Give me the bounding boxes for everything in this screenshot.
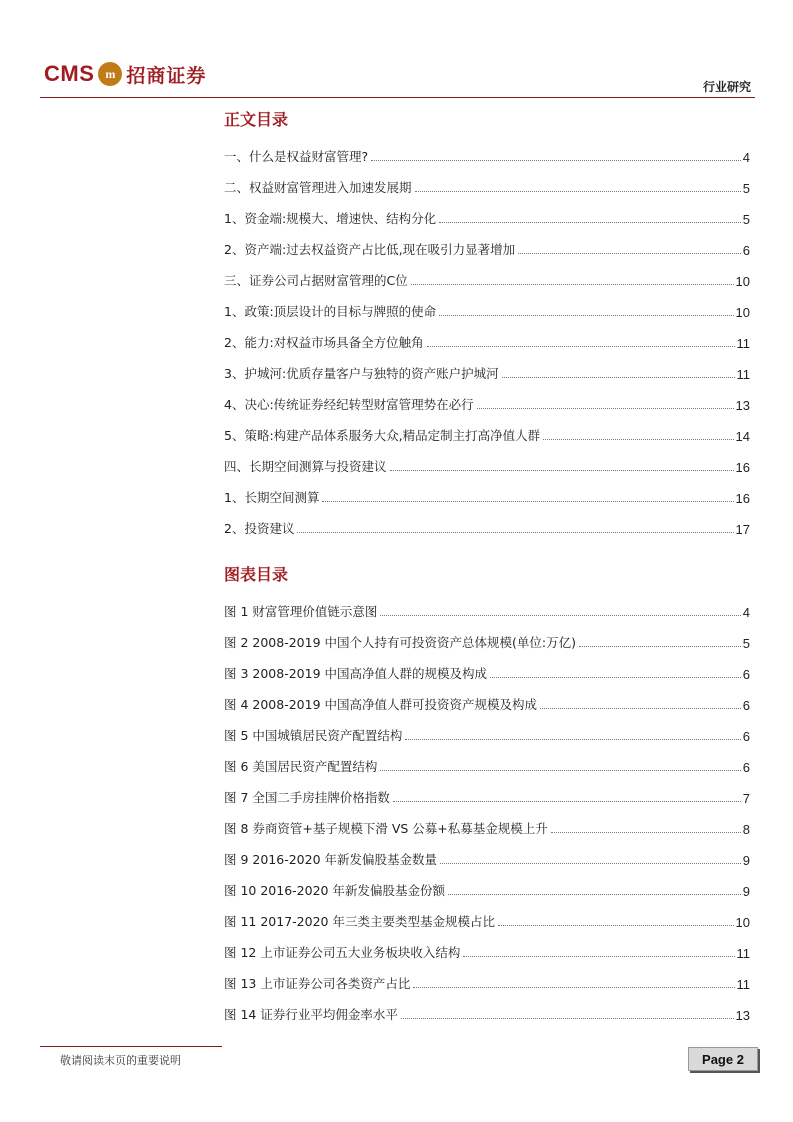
dot-leader bbox=[448, 894, 741, 895]
dot-leader bbox=[498, 925, 734, 926]
toc-entry-label: 5、策略:构建产品体系服务大众,精品定制主打高净值人群 bbox=[224, 428, 541, 443]
toc-entry-page: 11 bbox=[736, 336, 750, 351]
figure-entry[interactable] bbox=[224, 839, 750, 870]
page-number: Page 2 bbox=[688, 1047, 758, 1071]
figure-entry-page: 10 bbox=[735, 915, 750, 930]
figure-entry-label: 图 10 2016-2020 年新发偏股基金份额 bbox=[224, 883, 445, 898]
header-divider bbox=[40, 97, 755, 98]
toc-entry-label: 2、能力:对权益市场具备全方位触角 bbox=[224, 335, 424, 350]
figure-entry[interactable] bbox=[224, 994, 750, 1025]
logo-mark-icon: m bbox=[98, 62, 122, 86]
figure-entry-page: 13 bbox=[735, 1008, 750, 1023]
figure-entry-page: 8 bbox=[742, 822, 750, 837]
dot-leader bbox=[415, 191, 741, 192]
dot-leader bbox=[427, 346, 735, 347]
page-header bbox=[0, 0, 793, 100]
figure-entry-label: 图 7 全国二手房挂牌价格指数 bbox=[224, 790, 390, 805]
toc-entry[interactable] bbox=[224, 446, 750, 477]
figure-entry-label: 图 3 2008-2019 中国高净值人群的规模及构成 bbox=[224, 666, 488, 681]
figure-entry-label: 图 5 中国城镇居民资产配置结构 bbox=[224, 728, 403, 743]
figure-entry[interactable] bbox=[224, 870, 750, 901]
toc-entry-label: 4、决心:传统证券经纪转型财富管理势在必行 bbox=[224, 397, 474, 412]
figure-entry-page: 4 bbox=[742, 605, 750, 620]
company-logo bbox=[44, 56, 206, 92]
toc-entry-page: 11 bbox=[736, 367, 750, 382]
toc-entry[interactable] bbox=[224, 508, 750, 539]
toc-entry[interactable] bbox=[224, 415, 750, 446]
logo-latin-text: CMS bbox=[44, 61, 95, 86]
figures-title: 图表目录 bbox=[224, 565, 289, 584]
logo-chinese-text: 招商证券 bbox=[126, 64, 207, 87]
dot-leader bbox=[380, 770, 740, 771]
dot-leader bbox=[440, 863, 741, 864]
figure-entry-page: 11 bbox=[736, 946, 750, 961]
toc-entry[interactable] bbox=[224, 291, 750, 322]
figure-entry[interactable] bbox=[224, 901, 750, 932]
figure-entry-label: 图 2 2008-2019 中国个人持有可投资资产总体规模(单位:万亿) bbox=[224, 635, 576, 650]
figure-entry-label: 图 11 2017-2020 年三类主要类型基金规模占比 bbox=[224, 914, 495, 929]
toc-entry-label: 1、资金端:规模大、增速快、结构分化 bbox=[224, 211, 437, 226]
dot-leader bbox=[405, 739, 740, 740]
dot-leader bbox=[439, 222, 741, 223]
dot-leader bbox=[322, 501, 733, 502]
toc-list bbox=[224, 136, 750, 539]
figure-entry[interactable] bbox=[224, 777, 750, 808]
toc-entry-page: 16 bbox=[735, 491, 750, 506]
toc-entry-page: 13 bbox=[735, 398, 750, 413]
figure-entry[interactable] bbox=[224, 653, 750, 684]
toc-entry-page: 5 bbox=[742, 212, 750, 227]
toc-entry-page: 5 bbox=[742, 181, 750, 196]
dot-leader bbox=[297, 532, 733, 533]
footer-disclaimer: 敬请阅读末页的重要说明 bbox=[60, 1054, 181, 1067]
figure-entry-page: 6 bbox=[742, 698, 750, 713]
dot-leader bbox=[390, 470, 734, 471]
figure-entry[interactable] bbox=[224, 591, 750, 622]
figure-entry[interactable] bbox=[224, 808, 750, 839]
toc-entry-label: 1、长期空间测算 bbox=[224, 490, 320, 505]
dot-leader bbox=[543, 439, 733, 440]
toc-entry-label: 1、政策:顶层设计的目标与牌照的使命 bbox=[224, 304, 437, 319]
footer-divider bbox=[40, 1046, 222, 1047]
toc-entry-label: 3、护城河:优质存量客户与独特的资产账户护城河 bbox=[224, 366, 499, 381]
dot-leader bbox=[502, 377, 735, 378]
dot-leader bbox=[380, 615, 740, 616]
toc-entry-page: 4 bbox=[742, 150, 750, 165]
toc-entry-label: 四、长期空间测算与投资建议 bbox=[224, 459, 387, 474]
report-category: 行业研究 bbox=[702, 80, 751, 94]
figure-entry-label: 图 8 券商资管+基子规模下滑 VS 公募+私募基金规模上升 bbox=[224, 821, 548, 836]
dot-leader bbox=[413, 987, 734, 988]
dot-leader bbox=[393, 801, 741, 802]
figure-entry-page: 11 bbox=[736, 977, 750, 992]
toc-entry-label: 三、证券公司占据财富管理的C位 bbox=[224, 273, 408, 288]
figure-entry-label: 图 12 上市证券公司五大业务板块收入结构 bbox=[224, 945, 461, 960]
toc-entry[interactable] bbox=[224, 477, 750, 508]
figure-entry[interactable] bbox=[224, 746, 750, 777]
toc-entry-page: 16 bbox=[735, 460, 750, 475]
figure-entry[interactable] bbox=[224, 963, 750, 994]
dot-leader bbox=[401, 1018, 734, 1019]
toc-entry-page: 14 bbox=[735, 429, 750, 444]
figure-entry[interactable] bbox=[224, 932, 750, 963]
figures-list bbox=[224, 591, 750, 1025]
figure-entry[interactable] bbox=[224, 622, 750, 653]
figure-entry-page: 6 bbox=[742, 729, 750, 744]
dot-leader bbox=[371, 160, 741, 161]
figure-entry-label: 图 1 财富管理价值链示意图 bbox=[224, 604, 378, 619]
toc-entry-label: 2、投资建议 bbox=[224, 521, 295, 536]
dot-leader bbox=[579, 646, 741, 647]
figure-entry-page: 6 bbox=[742, 760, 750, 775]
toc-entry-page: 10 bbox=[735, 274, 750, 289]
toc-entry[interactable] bbox=[224, 167, 750, 198]
dot-leader bbox=[411, 284, 734, 285]
figure-entry[interactable] bbox=[224, 684, 750, 715]
figure-entry-page: 7 bbox=[742, 791, 750, 806]
dot-leader bbox=[551, 832, 741, 833]
figure-entry-label: 图 6 美国居民资产配置结构 bbox=[224, 759, 378, 774]
toc-entry[interactable] bbox=[224, 198, 750, 229]
toc-entry-label: 二、权益财富管理进入加速发展期 bbox=[224, 180, 412, 195]
toc-entry[interactable] bbox=[224, 353, 750, 384]
figure-entry-label: 图 4 2008-2019 中国高净值人群可投资资产规模及构成 bbox=[224, 697, 538, 712]
dot-leader bbox=[490, 677, 741, 678]
toc-entry[interactable] bbox=[224, 260, 750, 291]
figure-entry-label: 图 9 2016-2020 年新发偏股基金数量 bbox=[224, 852, 438, 867]
toc-title: 正文目录 bbox=[224, 110, 289, 129]
dot-leader bbox=[439, 315, 733, 316]
toc-entry[interactable] bbox=[224, 322, 750, 353]
toc-entry[interactable] bbox=[224, 136, 750, 167]
toc-entry-page: 10 bbox=[735, 305, 750, 320]
toc-entry[interactable] bbox=[224, 384, 750, 415]
figure-entry-page: 6 bbox=[742, 667, 750, 682]
figure-entry-page: 9 bbox=[742, 884, 750, 899]
dot-leader bbox=[540, 708, 741, 709]
dot-leader bbox=[477, 408, 734, 409]
figure-entry-page: 9 bbox=[742, 853, 750, 868]
dot-leader bbox=[463, 956, 734, 957]
figure-entry[interactable] bbox=[224, 715, 750, 746]
toc-entry-label: 一、什么是权益财富管理? bbox=[224, 149, 369, 164]
figure-entry-label: 图 13 上市证券公司各类资产占比 bbox=[224, 976, 411, 991]
figure-entry-page: 5 bbox=[742, 636, 750, 651]
toc-entry-label: 2、资产端:过去权益资产占比低,现在吸引力显著增加 bbox=[224, 242, 516, 257]
dot-leader bbox=[518, 253, 741, 254]
toc-entry-page: 17 bbox=[735, 522, 750, 537]
toc-entry[interactable] bbox=[224, 229, 750, 260]
figure-entry-label: 图 14 证券行业平均佣金率水平 bbox=[224, 1007, 398, 1022]
toc-entry-page: 6 bbox=[742, 243, 750, 258]
